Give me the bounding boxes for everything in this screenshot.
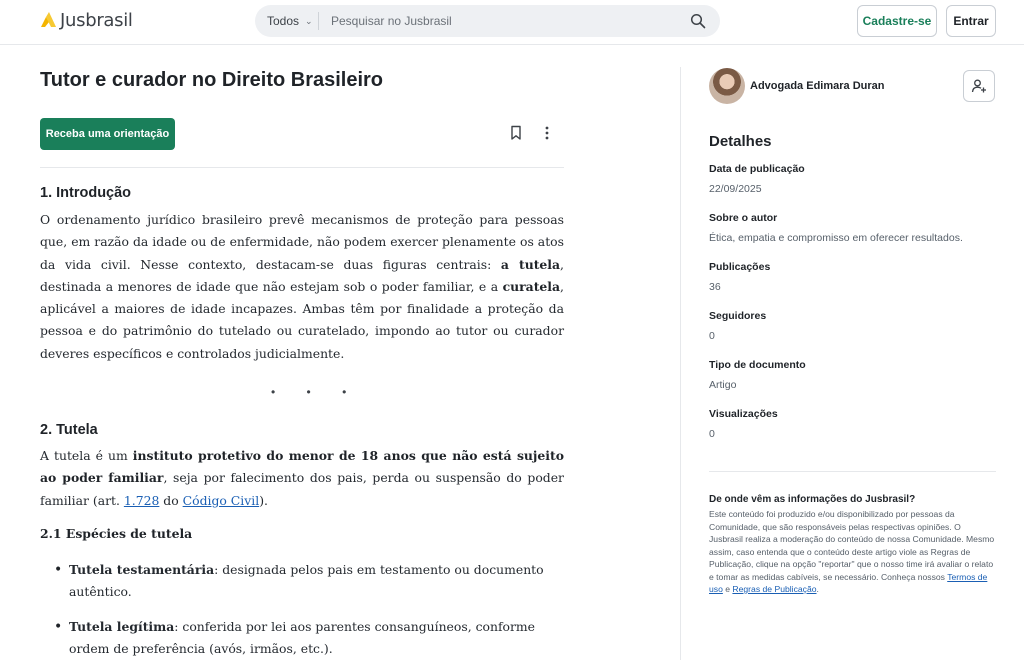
logo-text: Jusbrasil [60,10,133,31]
info-source-heading: De onde vêm as informações do Jusbrasil? [709,494,916,505]
section-heading-tutela: 2. Tutela [40,422,98,438]
top-navigation-bar [0,0,1024,45]
get-guidance-button[interactable]: Receba uma orientação [40,118,175,150]
list-item: • Tutela testamentária: designada pelos pais em testamento ou documento autêntico. [54,559,564,604]
term-tutela: a tutela [500,256,561,272]
details-heading: Detalhes [709,133,772,150]
detail-value-followers: 0 [709,330,715,342]
detail-value-publication-date: 22/09/2025 [709,183,762,195]
search-bar [255,5,720,37]
search-input[interactable] [331,14,671,28]
detail-label-followers: Seguidores [709,310,767,322]
section-divider-dots: • • • [271,385,361,399]
sidebar-separator [709,471,996,472]
signup-button[interactable]: Cadastre-se [857,5,937,37]
login-button[interactable]: Entrar [946,5,996,37]
article-1728-link[interactable]: 1.728 [123,492,160,508]
search-scope-dropdown[interactable] [255,12,319,30]
author-name[interactable]: Advogada Edimara Duran [750,80,885,92]
introduction-paragraph: O ordenamento jurídico brasileiro prevê mecanismos de proteção para pessoas que, em razão da idade ou de enfermidade, não podem exercer plenamente os atos da vida civil. Nesse contexto, destacam-se duas figuras centrais: a tutela, destinada a menores de idade que não estejam sob o poder familiar, e a curatela, aplicável a maiores de idade incapazes. Ambas têm por finalidade a proteção da pessoa e do patrimônio do tutelado ou curatelado, impondo ao tutor ou curador deveres específicos e controlados judicialmente. [40,212,564,361]
detail-value-about-author: Ética, empatia e compromisso em oferecer resultados. [709,232,963,244]
detail-value-publications: 36 [709,281,721,293]
terms-of-use-link[interactable]: Termos de uso [709,571,988,594]
term-curatela: curatela [502,278,561,294]
follow-author-button[interactable] [963,70,995,102]
search-scope-label: Todos [267,14,300,28]
article-title: Tutor e curador no Direito Brasileiro [40,69,384,91]
jusbrasil-logo-icon [40,12,57,29]
more-options-icon[interactable] [540,125,554,141]
detail-label-publications: Publicações [709,261,771,273]
detail-label-document-type: Tipo de documento [709,359,806,371]
chevron-down-icon: ⌄ [305,15,313,26]
author-avatar[interactable] [709,68,745,104]
search-icon[interactable] [690,13,706,29]
tutela-types-list [54,559,564,660]
detail-value-views: 0 [709,428,715,440]
bookmark-icon[interactable] [509,125,523,141]
sidebar-divider [680,67,681,660]
tutela-paragraph: A tutela é um instituto protetivo do menor de 18 anos que não está sujeito ao poder familiar, seja por falecimento dos pais, perda ou suspensão do poder familiar (art. 1.728 do Código Civil). [40,448,564,508]
jusbrasil-logo[interactable] [40,10,133,31]
codigo-civil-link[interactable]: Código Civil [182,492,260,508]
info-source-text: Este conteúdo foi produzido e/ou disponibilizado por pessoas da Comunidade, que são responsáveis pelas respectivas opiniões. O Jusbrasil realiza a moderação do conteúdo de nossa Comunidade. Mesmo assim, caso entenda que o conteúdo deste artigo viole as Regras de Publicação, clique na opção "reportar" que o nosso time irá avaliar o relato e tomar as medidas cabíveis, se necessário. Conheça nossos Termos de uso e Regras de Publicação. [709,509,995,594]
detail-label-publication-date: Data de publicação [709,163,805,175]
list-item: • Tutela legítima: conferida por lei aos parentes consanguíneos, conforme ordem de preferência (avós, irmãos, etc.). [54,616,564,660]
header-divider [40,167,564,168]
detail-label-about-author: Sobre o autor [709,212,778,224]
publication-rules-link[interactable]: Regras de Publicação [732,584,817,594]
detail-label-views: Visualizações [709,408,778,420]
section-heading-introduction: 1. Introdução [40,185,132,201]
detail-value-document-type: Artigo [709,379,737,391]
tutela-definition-bold: instituto protetivo do menor de 18 anos que não está sujeito ao poder familiar [40,448,564,486]
subsection-heading-especies: 2.1 Espécies de tutela [40,526,193,541]
add-user-icon [971,78,987,94]
